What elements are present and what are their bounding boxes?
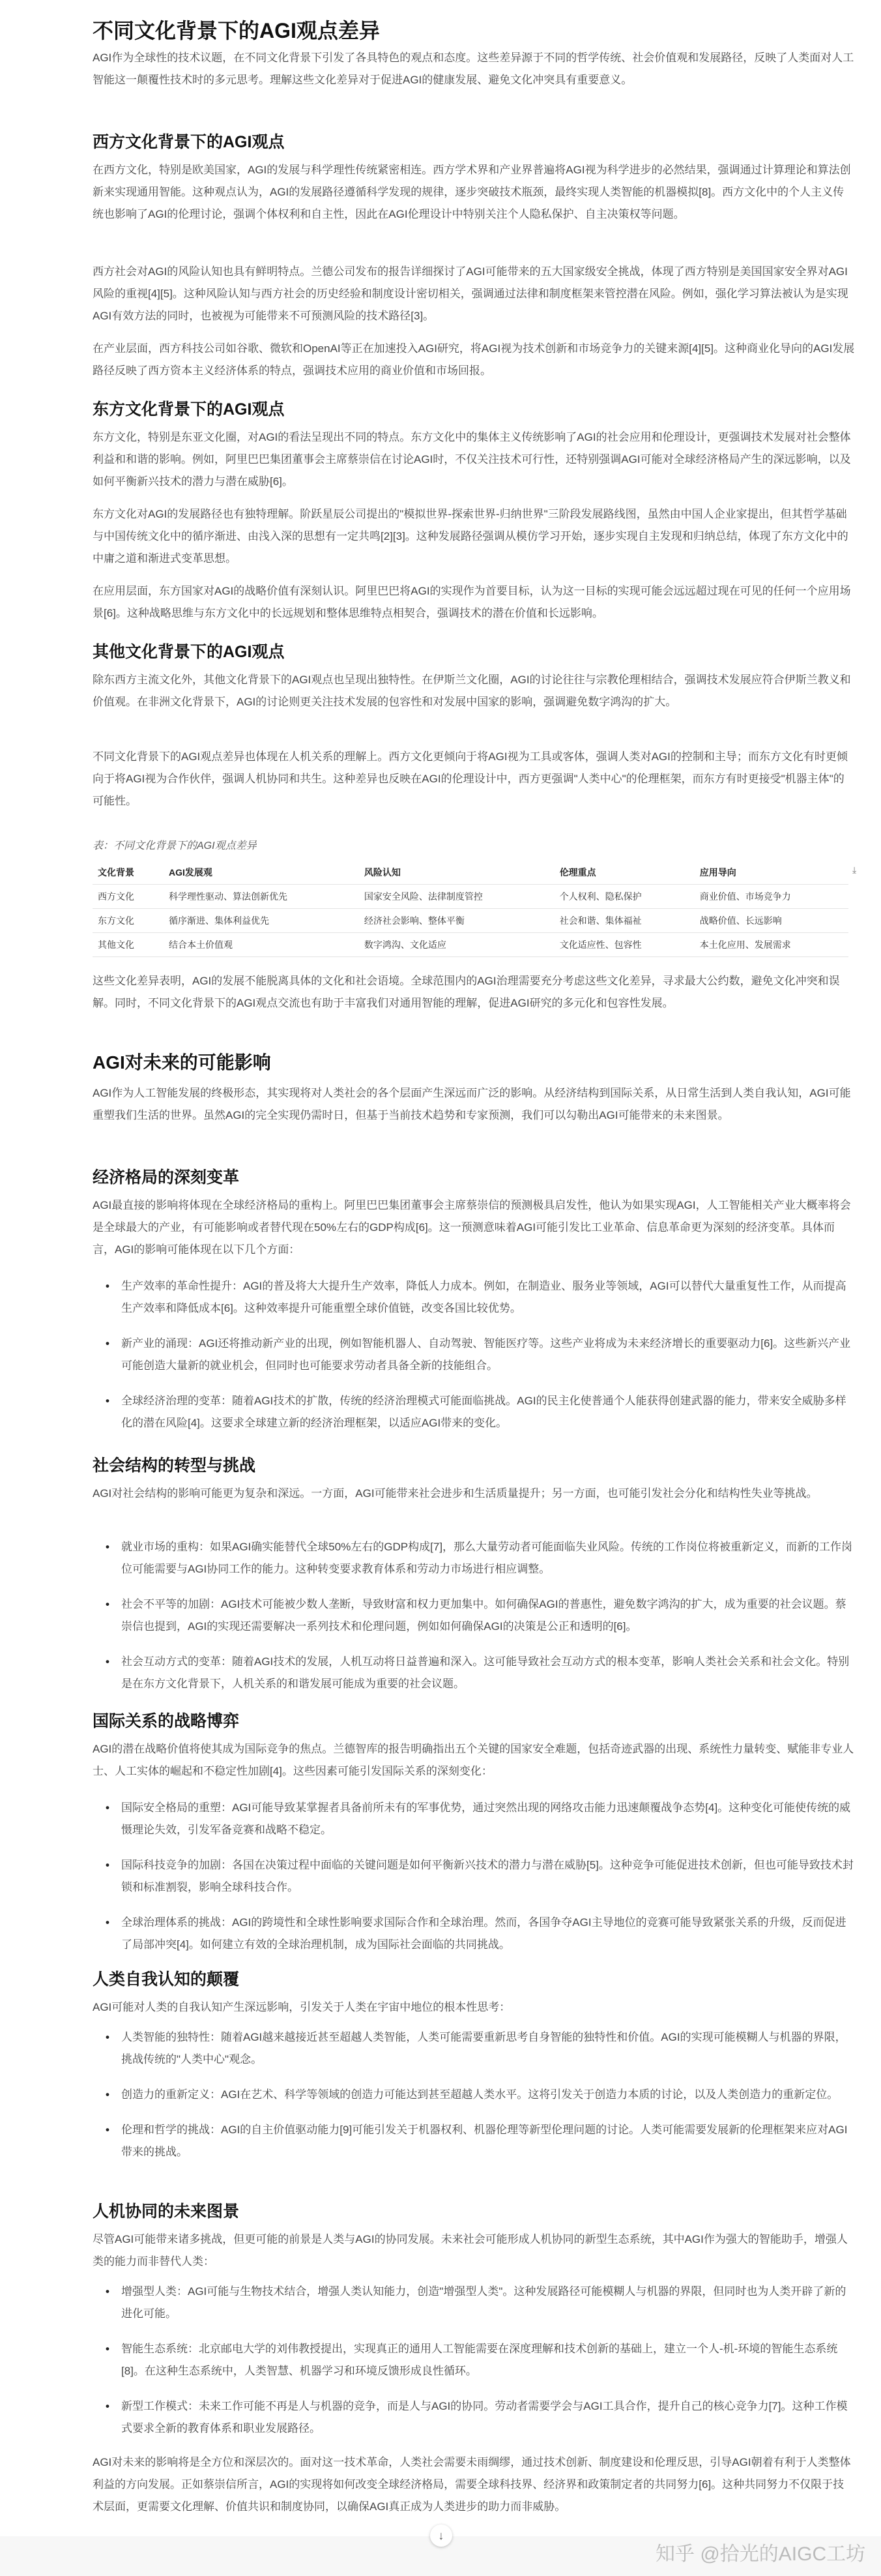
future-title: AGI对未来的可能影响: [93, 1052, 271, 1073]
section-collab-heading: 人机协同的未来图景: [93, 2202, 240, 2221]
section-economy-heading: 经济格局的深刻变革: [93, 1168, 240, 1187]
society-p1: AGI对社会结构的影响可能更为复杂和深远。一方面，AGI可能带来社会进步和生活质量提升；另一方面，也可能引发社会分化和结构性失业等挑战。: [93, 1487, 818, 1500]
list-item: • 生产效率的革命性提升：AGI的普及将大大提升生产效率，降低人力成本。例如，在制造业、服务业等领域，AGI可以替代大量重复性工作，从而提高生产效率和降低成本[6]。这种效率提升可能重塑全球价值链，改变各国比较优势。: [93, 1275, 855, 1320]
geo-p1: AGI的潜在战略价值将使其成为国际竞争的焦点。兰德智库的报告明确指出五个关键的国家安全难题，包括奇迹武器的出现、系统性力量转变、赋能非专业人士、人工实体的崛起和不稳定性加剧[4]。这些因素可能引发国际关系的深刻变化：: [93, 1743, 854, 1777]
table-cell: 商业价值、市场竞争力: [695, 885, 848, 909]
arrow-down-icon: ↓: [438, 2529, 444, 2542]
east-p3: 在应用层面，东方国家对AGI的战略价值有深刻认识。阿里巴巴将AGI的实现作为首要目标，认为这一目标的实现可能会远远超过现在可见的任何一个应用场景[6]。这种战略思维与东方文化中的长远规划和整体思维特点相契合，强调技术的潜在价值和长远影响。: [93, 585, 851, 619]
table-cell: 个人权利、隐私保护: [555, 885, 695, 909]
table-cell: 西方文化: [93, 885, 164, 909]
section-west-heading: 西方文化背景下的AGI观点: [93, 133, 285, 151]
economy-p1: AGI最直接的影响将体现在全球经济格局的重构上。阿里巴巴集团董事会主席蔡崇信的预测极具启发性，他认为如果实现AGI，人工智能相关产业大概率将会是全球最大的产业，有可能影响或者替代现在50%左右的GDP构成[6]。这一预测意味着AGI可能引发比工业革命、信息革命更为深刻的经济变革。具体而言，AGI的影响可能体现在以下几个方面：: [93, 1199, 851, 1256]
section-geo-heading: 国际关系的战略博弈: [93, 1712, 240, 1730]
list-item: • 国际科技竞争的加剧：各国在决策过程中面临的关键问题是如何平衡新兴技术的潜力与潜在威胁[5]。这种竞争可能促进技术创新，但也可能导致技术封锁和标准割裂，影响全球科技合作。: [93, 1854, 855, 1899]
economy-list: [93, 1275, 855, 1447]
scroll-down-button[interactable]: [430, 2524, 452, 2547]
west-p1: 在西方文化，特别是欧美国家，AGI的发展与科学理性传统紧密相连。西方学术界和产业界普遍将AGI视为科学进步的必然结果，强调通过计算理论和算法创新来实现通用智能。这种观点认为，AGI的发展路径遵循科学发现的规律，逐步突破技术瓶颈，最终实现人类智能的机器模拟[8]。西方文化中的个人主义传统也影响了AGI的伦理讨论，强调个体权利和自主性，因此在AGI伦理设计中特别关注个人隐私保护、自主决策权等问题。: [93, 164, 851, 220]
download-icon[interactable]: ⤓: [852, 865, 857, 875]
table-cell: 其他文化: [93, 933, 164, 957]
table-cell: 东方文化: [93, 909, 164, 933]
list-item: • 新型工作模式：未来工作可能不再是人与机器的竞争，而是人与AGI的协同。劳动者需要学会与AGI工具合作，提升自己的核心竞争力[7]。这种工作模式要求全新的教育体系和职业发展路径。: [93, 2395, 855, 2440]
intro-paragraph: AGI作为全球性的技术议题，在不同文化背景下引发了各具特色的观点和态度。这些差异源于不同的哲学传统、社会价值观和发展路径，反映了人类面对人工智能这一颠覆性技术时的多元思考。理解这些文化差异对于促进AGI的健康发展、避免文化冲突具有重要意义。: [93, 52, 854, 86]
section-self-heading: 人类自我认知的颠覆: [93, 1970, 240, 1989]
list-item: • 社会互动方式的变革：随着AGI技术的发展，人机互动将日益普遍和深入。这可能导致社会互动方式的根本变革，影响人类社会关系和社会文化。特别是在东方文化背景下，人机关系的和谐发展可能成为重要的社会议题。: [93, 1651, 855, 1695]
watermark: 知乎 @拾光的AIGC工坊: [656, 2543, 866, 2565]
self-list: [93, 2026, 855, 2176]
table-row: [93, 885, 848, 909]
table-cell: 经济社会影响、整体平衡: [359, 909, 555, 933]
section-society-heading: 社会结构的转型与挑战: [93, 1457, 256, 1475]
list-item: • 创造力的重新定义：AGI在艺术、科学等领域的创造力可能达到甚至超越人类水平。这将引发关于创造力本质的讨论，以及人类创造力的重新定位。: [93, 2084, 855, 2106]
other-p1: 除东西方主流文化外，其他文化背景下的AGI观点也呈现出独特性。在伊斯兰文化圈，AGI的讨论往往与宗教伦理相结合，强调技术发展应符合伊斯兰教义和价值观。在非洲文化背景下，AGI的讨论则更关注技术发展的包容性和对发展中国家的影响，强调避免数字鸿沟的扩大。: [93, 674, 851, 708]
table-header-cell: 文化背景: [93, 861, 164, 885]
self-p1: AGI可能对人类的自我认知产生深远影响，引发关于人类在宇宙中地位的根本性思考：: [93, 2001, 511, 2013]
table-cell: 循序渐进、集体利益优先: [164, 909, 359, 933]
table-row: [93, 909, 848, 933]
table-cell: 文化适应性、包容性: [555, 933, 695, 957]
future-intro: AGI作为人工智能发展的终极形态，其实现将对人类社会的各个层面产生深远而广泛的影响。从经济结构到国际关系，从日常生活到人类自我认知，AGI可能重塑我们生活的世界。虽然AGI的完全实现仍需时日，但基于当前技术趋势和专家预测，我们可以勾勒出AGI可能带来的未来图景。: [93, 1087, 851, 1121]
table-header-cell: 风险认知: [359, 861, 555, 885]
summary-paragraph: 这些文化差异表明，AGI的发展不能脱离具体的文化和社会语境。全球范围内的AGI治理需要充分考虑这些文化差异，寻求最大公约数，避免文化冲突和误解。同时，不同文化背景下的AGI观点交流也有助于丰富我们对通用智能的理解，促进AGI研究的多元化和包容性发展。: [93, 975, 840, 1009]
west-p2: 西方社会对AGI的风险认知也具有鲜明特点。兰德公司发布的报告详细探讨了AGI可能带来的五大国家级安全挑战，体现了西方特别是美国国家安全界对AGI风险的重视[4][5]。这种风险认知与西方社会的历史经验和制度设计密切相关，强调通过法律和制度框架来管控潜在风险。例如，强化学习算法被认为是实现AGI有效方法的同时，也被视为可能带来不可预测风险的技术路径[3]。: [93, 265, 848, 322]
section-east-heading: 东方文化背景下的AGI观点: [93, 400, 285, 419]
table-header-row: [93, 861, 848, 885]
list-item: • 社会不平等的加剧：AGI技术可能被少数人垄断，导致财富和权力更加集中。如何确保AGI的普惠性，避免数字鸿沟的扩大，成为重要的社会议题。蔡崇信也提到，AGI的实现还需要解决一系列技术和伦理问题，例如如何确保AGI的决策是公正和透明的[6]。: [93, 1593, 855, 1638]
section-other-heading: 其他文化背景下的AGI观点: [93, 643, 285, 661]
table-header-cell: AGI发展观: [164, 861, 359, 885]
list-item: • 全球治理体系的挑战：AGI的跨境性和全球性影响要求国际合作和全球治理。然而，各国争夺AGI主导地位的竞赛可能导致紧张关系的升级，反而促进了局部冲突[4]。如何建立有效的全球治理机制，成为国际社会面临的共同挑战。: [93, 1912, 855, 1956]
table-cell: 国家安全风险、法律制度管控: [359, 885, 555, 909]
page-title: 不同文化背景下的AGI观点差异: [93, 19, 380, 42]
list-item: • 新产业的涌现：AGI还将推动新产业的出现，例如智能机器人、自动驾驶、智能医疗等。这些产业将成为未来经济增长的重要驱动力[6]。这些新兴产业可能创造大量新的就业机会，但同时也可能要求劳动者具备全新的技能组合。: [93, 1333, 855, 1377]
collab-p1: 尽管AGI可能带来诸多挑战，但更可能的前景是人类与AGI的协同发展。未来社会可能形成人机协同的新型生态系统，其中AGI作为强大的智能助手，增强人类的能力而非替代人类：: [93, 2233, 848, 2268]
list-item: • 就业市场的重构：如果AGI确实能替代全球50%左右的GDP构成[7]，那么大量劳动者可能面临失业风险。传统的工作岗位将被重新定义，而新的工作岗位可能需要与AGI协同工作的能力。这种转变要求教育体系和劳动力市场进行相应调整。: [93, 1536, 855, 1580]
society-list: [93, 1536, 855, 1708]
geo-list: [93, 1797, 855, 1969]
collab-p2: AGI对未来的影响将是全方位和深层次的。面对这一技术革命，人类社会需要未雨绸缪，通过技术创新、制度建设和伦理反思，引导AGI朝着有利于人类整体利益的方向发展。正如蔡崇信所言，AGI的实现将如何改变全球经济格局，需要全球科技界、经济界和政策制定者的共同努力[6]。这种共同努力不仅限于技术层面，更需要文化理解、价值共识和制度协同，以确保AGI真正成为人类进步的助力而非威胁。: [93, 2456, 851, 2513]
east-p1: 东方文化，特别是东亚文化圈，对AGI的看法呈现出不同的特点。东方文化中的集体主义传统影响了AGI的社会应用和伦理设计，更强调技术发展对社会整体利益和和谐的影响。例如，阿里巴巴集团董事会主席蔡崇信在讨论AGI时，不仅关注技术可行性，还特别强调AGI可能对全球经济格局产生的深远影响，以及如何平衡新兴技术的潜力与潜在威胁[6]。: [93, 431, 851, 488]
table-header-cell: 应用导向: [695, 861, 848, 885]
table-header-cell: 伦理重点: [555, 861, 695, 885]
table-cell: 科学理性驱动、算法创新优先: [164, 885, 359, 909]
east-p2: 东方文化对AGI的发展路径也有独特理解。阶跃星辰公司提出的"模拟世界-探索世界-归纳世界"三阶段发展路线图，虽然由中国人企业家提出，但其哲学基础与中国传统文化中的循序渐进、由浅入深的思想有一定共鸣[2][3]。这种发展路径强调从模仿学习开始，逐步实现自主发现和归纳总结，体现了东方文化中的中庸之道和渐进式变革思想。: [93, 508, 848, 565]
table-caption: 表：不同文化背景下的AGI观点差异: [93, 840, 257, 851]
table-cell: 本土化应用、发展需求: [695, 933, 848, 957]
other-p2: 不同文化背景下的AGI观点差异也体现在人机关系的理解上。西方文化更倾向于将AGI视为工具或客体，强调人类对AGI的控制和主导；而东方文化有时更倾向于将AGI视为合作伙伴，强调人机协同和共生。这种差异也反映在AGI的伦理设计中，西方更强调"人类中心"的伦理框架，而东方有时更接受"机器主体"的可能性。: [93, 750, 848, 807]
list-item: • 智能生态系统：北京邮电大学的刘伟教授提出，实现真正的通用人工智能需要在深度理解和技术创新的基础上，建立一个人-机-环境的智能生态系统[8]。在这种生态系统中，人类智慧、机器学习和环境反馈形成良性循环。: [93, 2338, 855, 2382]
table-cell: 社会和谐、集体福祉: [555, 909, 695, 933]
table-cell: 结合本土价值观: [164, 933, 359, 957]
list-item: • 人类智能的独特性：随着AGI越来越接近甚至超越人类智能，人类可能需要重新思考自身智能的独特性和价值。AGI的实现可能模糊人与机器的界限，挑战传统的"人类中心"观念。: [93, 2026, 855, 2071]
list-item: • 增强型人类：AGI可能与生物技术结合，增强人类认知能力，创造"增强型人类"。这种发展路径可能模糊人与机器的界限，但同时也为人类开辟了新的进化可能。: [93, 2281, 855, 2325]
list-item: • 全球经济治理的变革：随着AGI技术的扩散，传统的经济治理模式可能面临挑战。AGI的民主化使普通个人能获得创建武器的能力，带来安全威胁多样化的潜在风险[4]。这要求全球建立新的经济治理框架，以适应AGI带来的变化。: [93, 1390, 855, 1434]
list-item: • 国际安全格局的重塑：AGI可能导致某掌握者具备前所未有的军事优势，通过突然出现的网络攻击能力迅速颠覆战争态势[4]。这种变化可能使传统的威慑理论失效，引发军备竞赛和战略不稳定。: [93, 1797, 855, 1841]
table-cell: 战略价值、长远影响: [695, 909, 848, 933]
list-item: • 伦理和哲学的挑战：AGI的自主价值驱动能力[9]可能引发关于机器权利、机器伦理等新型伦理问题的讨论。人类可能需要发展新的伦理框架来应对AGI带来的挑战。: [93, 2119, 855, 2163]
table-row: [93, 933, 848, 957]
collab-list: [93, 2281, 855, 2453]
table-cell: 数字鸿沟、文化适应: [359, 933, 555, 957]
culture-comparison-table: [93, 861, 848, 957]
west-p3: 在产业层面，西方科技公司如谷歌、微软和OpenAI等正在加速投入AGI研究，将AGI视为技术创新和市场竞争力的关键来源[4][5]。这种商业化导向的AGI发展路径反映了西方资本主义经济体系的特点，强调技术应用的商业价值和市场回报。: [93, 342, 855, 377]
